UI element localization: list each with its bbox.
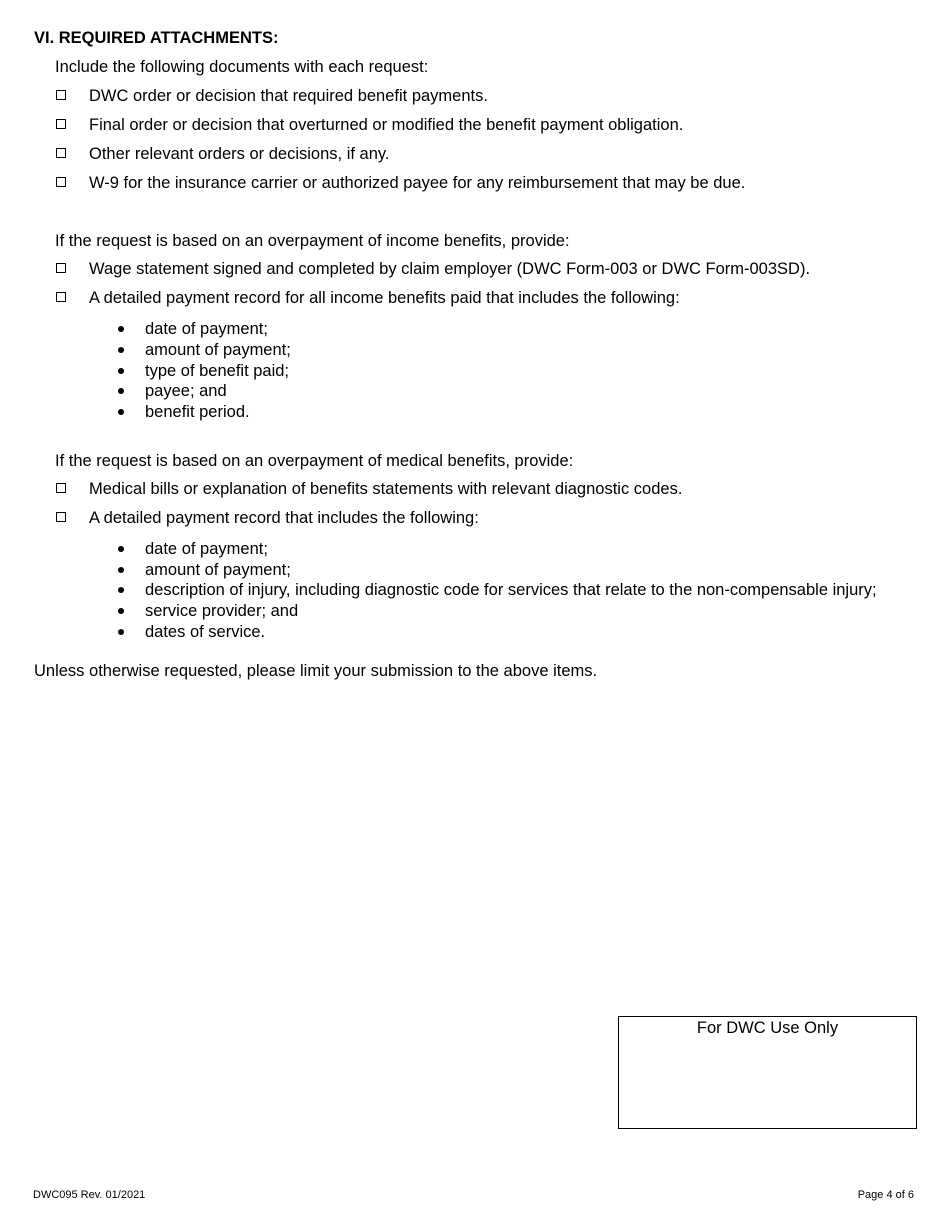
checkbox-medical-bills[interactable] bbox=[56, 483, 66, 493]
bullet-item: dates of service. bbox=[145, 623, 266, 641]
bullet-dot bbox=[118, 587, 124, 593]
bullet-item: date of payment; bbox=[145, 540, 268, 558]
section-title: VI. REQUIRED ATTACHMENTS: bbox=[34, 29, 279, 47]
bullet-dot bbox=[118, 326, 124, 332]
bullet-item: benefit period. bbox=[145, 403, 250, 421]
bullet-item: description of injury, including diagnostic code for services that relate to the non-compensable injury; bbox=[145, 581, 877, 599]
checklist-item: DWC order or decision that required benefit payments. bbox=[89, 87, 488, 105]
bullet-item: date of payment; bbox=[145, 320, 268, 338]
income-intro: If the request is based on an overpayment of income benefits, provide: bbox=[55, 232, 570, 250]
medical-intro: If the request is based on an overpayment of medical benefits, provide: bbox=[55, 452, 574, 470]
checklist-item: A detailed payment record for all income benefits paid that includes the following: bbox=[89, 289, 680, 307]
checklist-item: A detailed payment record that includes the following: bbox=[89, 509, 479, 527]
bullet-dot bbox=[118, 409, 124, 415]
dwc-use-only-box bbox=[618, 1016, 917, 1129]
checkbox-other-orders[interactable] bbox=[56, 148, 66, 158]
footer-page-number: Page 4 of 6 bbox=[857, 1189, 914, 1201]
section-intro: Include the following documents with each request: bbox=[55, 58, 429, 76]
checkbox-wage-statement[interactable] bbox=[56, 263, 66, 273]
checklist-item: Other relevant orders or decisions, if any. bbox=[89, 145, 390, 163]
bullet-dot bbox=[118, 608, 124, 614]
bullet-item: amount of payment; bbox=[145, 341, 291, 359]
closing-note: Unless otherwise requested, please limit your submission to the above items. bbox=[34, 662, 598, 680]
bullet-item: amount of payment; bbox=[145, 561, 291, 579]
checkbox-dwc-order[interactable] bbox=[56, 90, 66, 100]
footer-form-id: DWC095 Rev. 01/2021 bbox=[33, 1189, 146, 1201]
checklist-item: Medical bills or explanation of benefits statements with relevant diagnostic codes. bbox=[89, 480, 683, 498]
bullet-item: payee; and bbox=[145, 382, 227, 400]
bullet-dot bbox=[118, 347, 124, 353]
bullet-dot bbox=[118, 567, 124, 573]
checklist-item: Wage statement signed and completed by claim employer (DWC Form-003 or DWC Form-003SD). bbox=[89, 260, 811, 278]
bullet-dot bbox=[118, 388, 124, 394]
dwc-use-only-title: For DWC Use Only bbox=[696, 1019, 839, 1037]
bullet-dot bbox=[118, 368, 124, 374]
checklist-item: Final order or decision that overturned or modified the benefit payment obligation. bbox=[89, 116, 684, 134]
bullet-dot bbox=[118, 629, 124, 635]
bullet-item: service provider; and bbox=[145, 602, 299, 620]
bullet-dot bbox=[118, 546, 124, 552]
checkbox-income-payment-record[interactable] bbox=[56, 292, 66, 302]
checklist-item: W-9 for the insurance carrier or authorized payee for any reimbursement that may be due. bbox=[89, 174, 746, 192]
checkbox-medical-payment-record[interactable] bbox=[56, 512, 66, 522]
checkbox-w9[interactable] bbox=[56, 177, 66, 187]
bullet-item: type of benefit paid; bbox=[145, 362, 290, 380]
checkbox-final-order[interactable] bbox=[56, 119, 66, 129]
